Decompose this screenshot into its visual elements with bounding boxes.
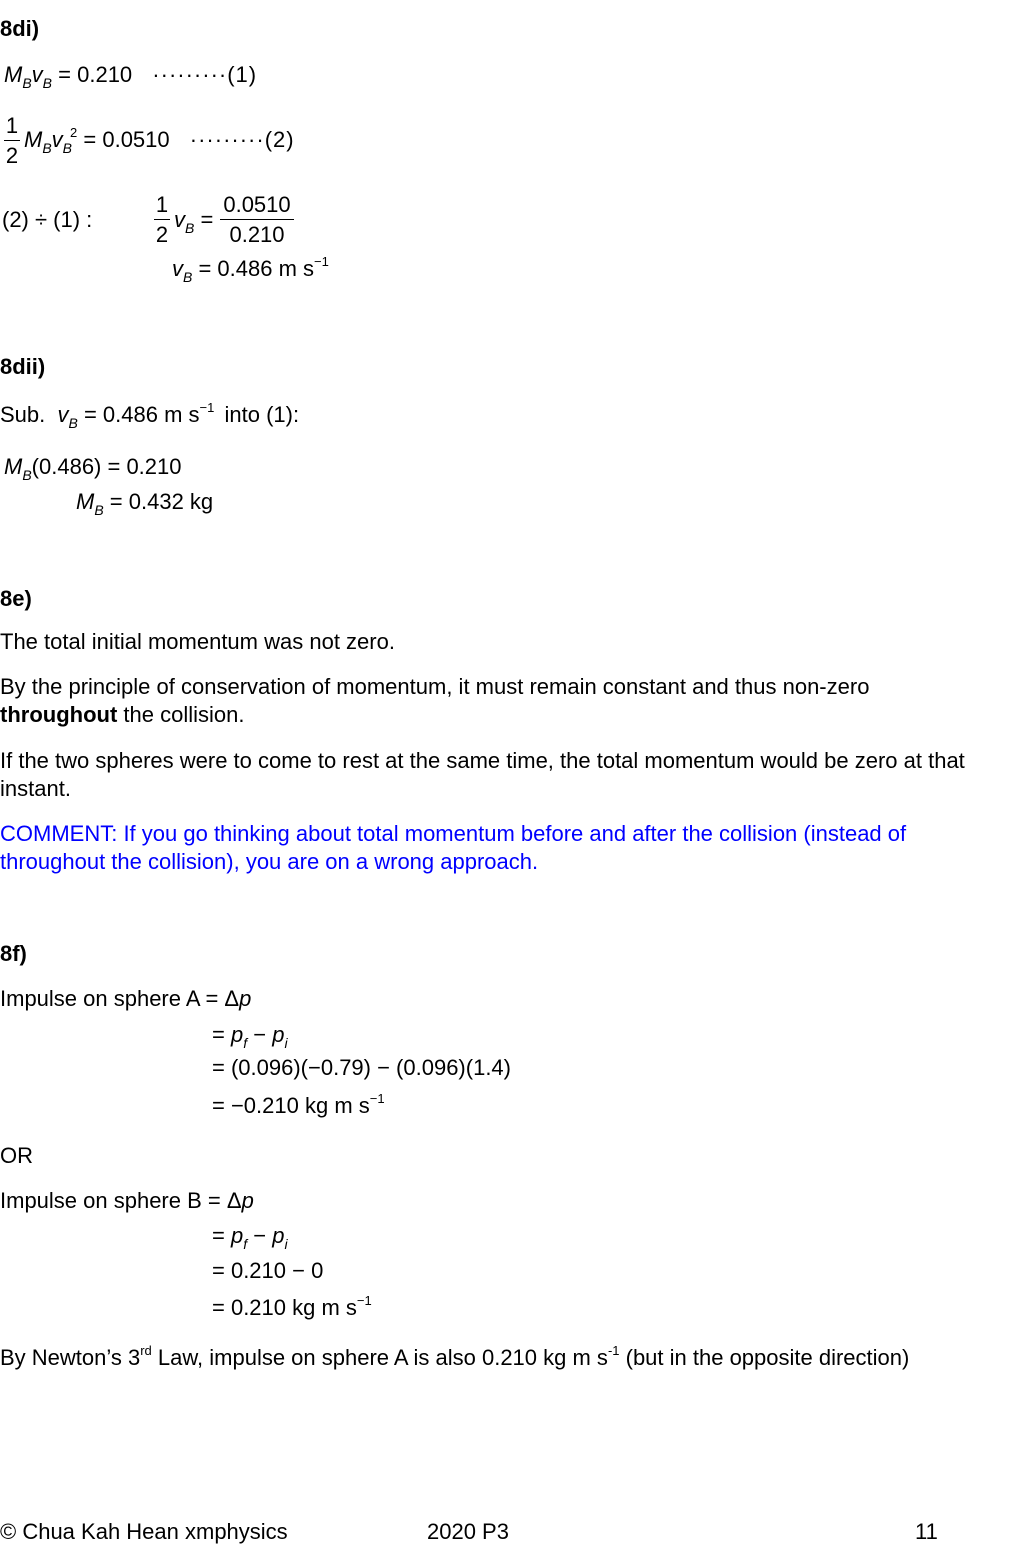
paragraph-conservation: By the principle of conservation of momentum, it must remain constant and thus non-zero throughout the collision. xyxy=(0,674,870,727)
section-heading-8f: 8f) xyxy=(0,941,27,966)
substitution-line: Sub. $v_B = 0.486$ m $s^{-1}$ into (1): xyxy=(0,400,300,431)
footer-author: © Chua Kah Hean xmphysics xyxy=(0,1519,288,1544)
division-half-fraction: 1 2 xyxy=(155,192,169,247)
impulse-b-line1: Impulse on sphere B = Δp xyxy=(0,1188,254,1213)
impulse-b-line2: = $p_f - p_i$ xyxy=(212,1223,288,1252)
impulse-a-line1: Impulse on sphere A = Δp xyxy=(0,986,252,1011)
comment-note: COMMENT: If you go thinking about total momentum before and after the collision (instead of throughout the collision), you are on a wrong approach. xyxy=(0,821,907,874)
impulse-a-line4: = −0.210 kg m $s^{-1}$ xyxy=(212,1091,385,1118)
impulse-a-line3: = (0.096)(−0.79) − (0.096)(1.4) xyxy=(212,1055,511,1080)
equation-2-half-fraction: 1 2 xyxy=(5,113,19,168)
impulse-a-line2: = $p_f - p_i$ xyxy=(212,1022,288,1051)
mb-equation-line2: $M_B = 0.432$ kg xyxy=(76,489,214,518)
equation-2-tag: ·········(2) xyxy=(189,127,295,152)
or-text: OR xyxy=(0,1143,33,1168)
vb-result: $v_B = 0.486$ m $s^{-1}$ xyxy=(172,254,329,285)
impulse-b-line3: = 0.210 − 0 xyxy=(212,1258,324,1283)
impulse-b-line4: = 0.210 kg m $s^{-1}$ xyxy=(212,1293,372,1320)
division-label: (2) ÷ (1) : xyxy=(2,207,93,232)
division-lhs: $v_B$ = xyxy=(174,207,214,236)
paragraph-rest-same-time: If the two spheres were to come to rest at the same time, the total momentum would be zero at that instant. xyxy=(0,748,965,801)
section-heading-8di: 8di) xyxy=(0,16,40,41)
footer-page-number: 11 xyxy=(915,1519,938,1544)
equation-2: $M_Bv_B^2 = 0.0510 \cdot\cdot\cdot\cdot\cdot\cdot\cdot\cdot\cdot(2)$ xyxy=(24,125,295,156)
section-heading-8e: 8e) xyxy=(0,586,32,611)
footer-paper: 2020 P3 xyxy=(427,1519,509,1544)
newton-third-law-line: By Newton’s 3rd Law, impulse on sphere A is also 0.210 kg m $s^{-1}$ (but in the opposite direction) xyxy=(0,1343,910,1370)
equation-2-value: 0.0510 xyxy=(102,127,170,152)
equation-1-tag: ·········(1) xyxy=(152,62,258,87)
mb-equation-line1: $M_B(0.486) = 0.210$ xyxy=(4,454,182,483)
section-heading-8dii: 8dii) xyxy=(0,354,46,379)
paragraph-initial-momentum: The total initial momentum was not zero. xyxy=(0,629,395,654)
division-rhs-fraction: 0.0510 0.210 xyxy=(220,194,294,246)
equation-1-value: 0.210 xyxy=(77,62,133,87)
equation-1: $M_Bv_B = 0.210 \cdot\cdot\cdot\cdot\cdot\cdot\cdot\cdot\cdot(1)$ xyxy=(4,62,258,91)
